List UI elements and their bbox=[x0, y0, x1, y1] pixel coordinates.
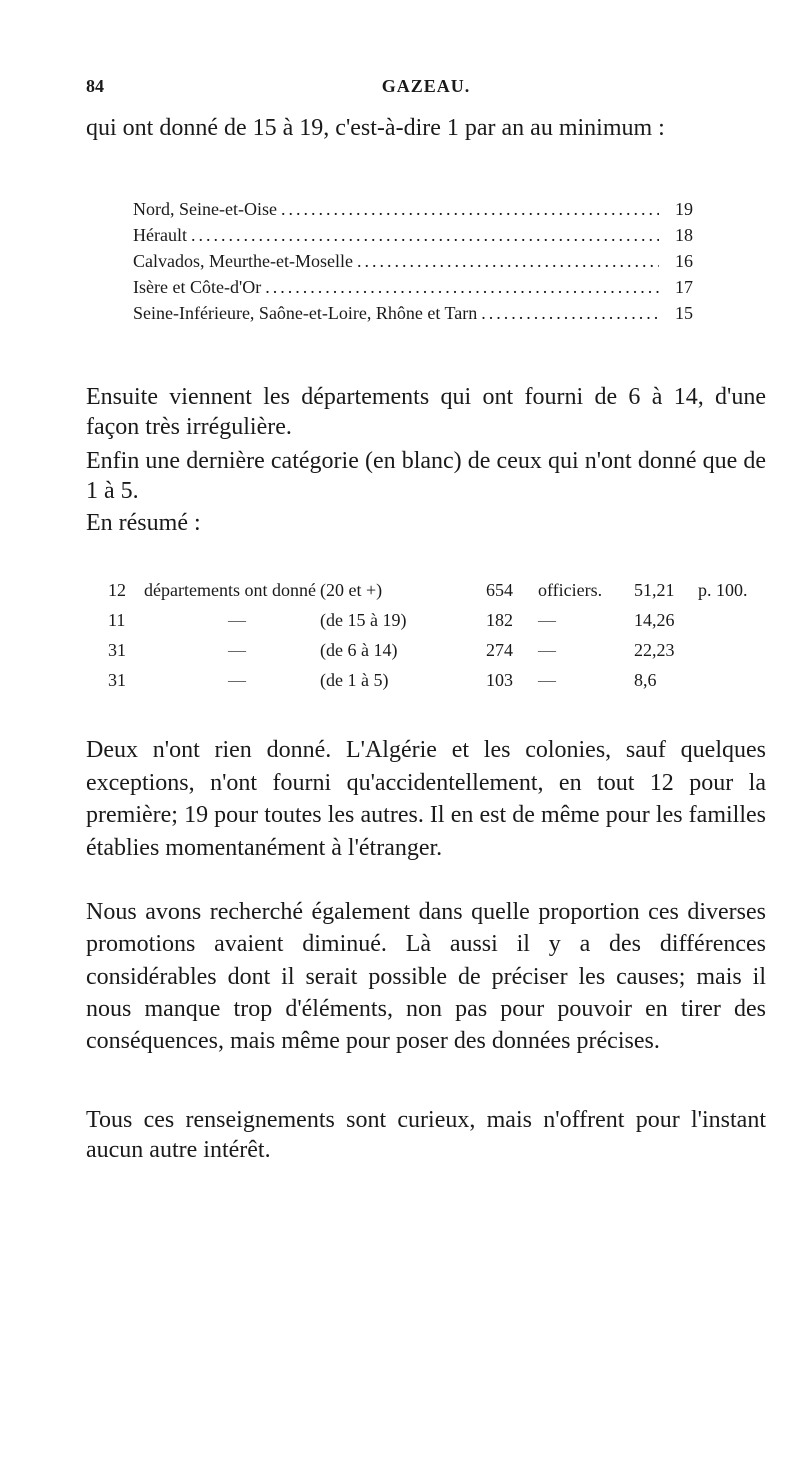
department-count: 18 bbox=[675, 225, 693, 245]
dot-leader bbox=[357, 251, 659, 272]
paragraph-intro: qui ont donné de 15 à 19, c'est-à-dire 1 par an au minimum : bbox=[86, 115, 665, 141]
paragraph-promotions: Nous avons recherché également dans quelle proportion ces diverses promotions avaient diminué. Là aussi il y a des différences considérables dont il serait possible de préciser les causes; mais il nous manque trop d'éléments, non pas pour pouvoir en tirer des conséquences, mais même pour poser des données précises. bbox=[86, 899, 766, 1055]
dot-leader bbox=[281, 199, 659, 220]
cell-label: départements ont donné bbox=[144, 580, 316, 600]
paragraph-summary-intro: En résumé : bbox=[86, 510, 201, 536]
cell-officers: 103 bbox=[486, 670, 513, 690]
cell-label: — bbox=[228, 640, 246, 660]
list-item bbox=[133, 277, 693, 303]
cell-officers-label: — bbox=[538, 670, 556, 690]
cell-count: 12 bbox=[108, 580, 126, 600]
cell-range: (de 6 à 14) bbox=[320, 640, 398, 660]
page-header bbox=[86, 76, 766, 106]
department-count: 15 bbox=[675, 303, 693, 323]
cell-officers: 654 bbox=[486, 580, 513, 600]
table-row bbox=[108, 640, 768, 670]
paragraph-irregular: Ensuite viennent les départements qui ont fourni de 6 à 14, d'une façon très irrégulière. bbox=[86, 384, 766, 440]
cell-percent-label: p. 100. bbox=[698, 580, 748, 600]
cell-officers-label: — bbox=[538, 640, 556, 660]
cell-officers: 182 bbox=[486, 610, 513, 630]
cell-range: (de 1 à 5) bbox=[320, 670, 389, 690]
list-item bbox=[133, 303, 693, 329]
list-item bbox=[133, 225, 693, 251]
department-list bbox=[133, 199, 693, 329]
cell-count: 31 bbox=[108, 670, 126, 690]
cell-percent: 14,26 bbox=[634, 610, 675, 630]
cell-officers-label: — bbox=[538, 610, 556, 630]
table-row bbox=[108, 670, 768, 700]
cell-count: 11 bbox=[108, 610, 126, 630]
department-name: Calvados, Meurthe-et-Moselle bbox=[133, 251, 353, 271]
summary-table bbox=[108, 580, 768, 700]
department-name: Nord, Seine-et-Oise bbox=[133, 199, 277, 219]
table-row bbox=[108, 610, 768, 640]
running-title: GAZEAU. bbox=[381, 76, 471, 96]
cell-count: 31 bbox=[108, 640, 126, 660]
department-count: 17 bbox=[675, 277, 693, 297]
cell-range: (de 15 à 19) bbox=[320, 610, 407, 630]
department-count: 19 bbox=[675, 199, 693, 219]
cell-label: — bbox=[228, 670, 246, 690]
paragraph-algeria: Deux n'ont rien donné. L'Algérie et les colonies, sauf quelques exceptions, n'ont fourni qu'accidentellement, en tout 12 pour la première; 19 pour toutes les autres. Il en est de même pour les familles établies momentanément à l'étranger. bbox=[86, 737, 766, 861]
table-row bbox=[108, 580, 768, 610]
cell-percent: 51,21 bbox=[634, 580, 675, 600]
cell-officers: 274 bbox=[486, 640, 513, 660]
department-name: Seine-Inférieure, Saône-et-Loire, Rhône et Tarn bbox=[133, 303, 478, 323]
cell-label: — bbox=[228, 610, 246, 630]
page-number: 84 bbox=[86, 76, 104, 96]
department-count: 16 bbox=[675, 251, 693, 271]
paragraph-last-category: Enfin une dernière catégorie (en blanc) de ceux qui n'ont donné que de 1 à 5. bbox=[86, 448, 766, 504]
department-name: Hérault bbox=[133, 225, 187, 245]
paragraph-conclusion: Tous ces renseignements sont curieux, mais n'offrent pour l'instant aucun autre intérêt. bbox=[86, 1107, 766, 1163]
cell-percent: 22,23 bbox=[634, 640, 675, 660]
dot-leader bbox=[191, 225, 659, 246]
list-item bbox=[133, 199, 693, 225]
list-item bbox=[133, 251, 693, 277]
cell-officers-label: officiers. bbox=[538, 580, 603, 600]
dot-leader bbox=[481, 303, 659, 324]
dot-leader bbox=[265, 277, 659, 298]
cell-range: (20 et +) bbox=[320, 580, 383, 600]
cell-percent: 8,6 bbox=[634, 670, 657, 690]
department-name: Isère et Côte-d'Or bbox=[133, 277, 262, 297]
